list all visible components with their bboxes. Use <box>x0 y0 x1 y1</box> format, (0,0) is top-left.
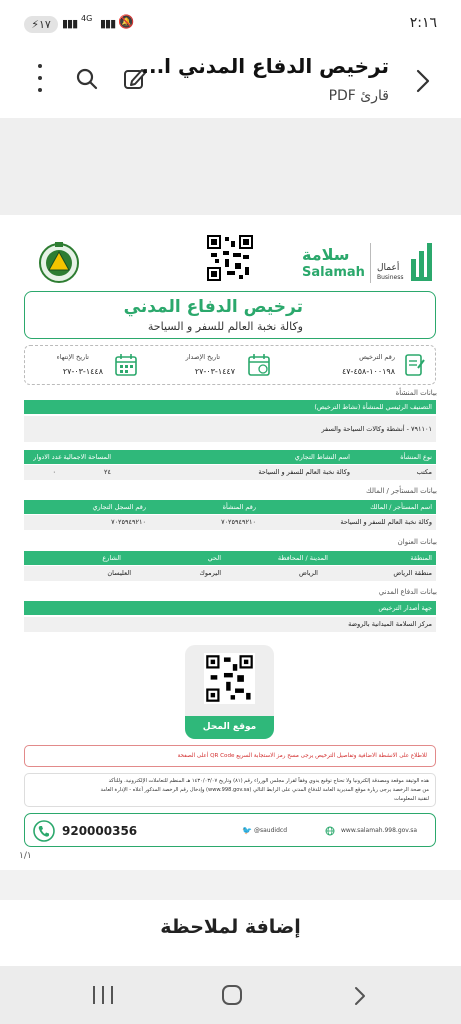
website-link[interactable]: www.salamah.998.gov.sa <box>341 827 418 834</box>
signal-icon-2: ▮▮▮ <box>100 17 116 30</box>
mute-icon: 🔕 <box>118 15 135 30</box>
facility-section-title: بيانات المنشأة <box>395 389 437 397</box>
investor-header-name: اسم المستأجر / المالك <box>370 503 432 511</box>
legal-note-line-3: لتقنية المعلومات <box>394 796 429 802</box>
facility-header-floors: عدد الادوار <box>33 453 62 461</box>
phone-icon <box>33 820 55 842</box>
more-options-icon[interactable] <box>33 64 47 92</box>
salamah-logo-en: Salamah <box>302 265 365 280</box>
business-logo-ar: أعمال <box>377 263 400 273</box>
facility-value-row <box>24 465 436 480</box>
address-header-row <box>24 551 436 565</box>
document-title: ترخيص الدفاع المدني ا... <box>141 54 389 78</box>
expiry-calendar-icon <box>114 352 138 378</box>
investor-header-row <box>24 500 436 514</box>
license-title-box <box>24 291 436 339</box>
facility-type: مكتب <box>416 468 432 476</box>
civil-value: مركز السلامة الميدانية بالروضة <box>24 617 436 632</box>
address-header-street: الشارع <box>102 554 121 562</box>
twitter-icon: 🐦 <box>242 826 252 835</box>
pdf-page[interactable] <box>0 215 461 870</box>
twitter-handle[interactable]: @saudidcd <box>254 827 287 834</box>
qr-code-top <box>207 235 253 281</box>
main-class-value: ٧٩١١٠١ - أنشطة وكالات السياحة والسفر <box>24 416 436 442</box>
facility-header-area: المساحة الاجمالية <box>63 453 111 461</box>
battery-icon: ⚡ <box>31 18 39 31</box>
battery-level: ١٧ <box>38 18 51 31</box>
license-number-label: رقم الترخيص <box>359 353 395 361</box>
add-note-button[interactable]: إضافة لملاحظة <box>160 916 301 938</box>
issue-date: ١٤٤٧-٠٣-٢٧ <box>194 367 235 376</box>
recent-apps-icon[interactable] <box>93 986 113 1004</box>
add-note-bar[interactable] <box>0 900 461 966</box>
address-header-city: المدينة / المحافظة <box>277 554 328 562</box>
facility-header-type: نوع المنشأة <box>400 453 432 461</box>
contact-footer <box>24 813 436 847</box>
investor-section-title: بيانات المستأجر / المالك <box>366 487 437 495</box>
battery-indicator <box>24 16 58 33</box>
facility-area: ٢٤ <box>104 468 111 476</box>
clock: ٢:١٦ <box>409 15 437 31</box>
investor-name: وكالة نخبة العالم للسفر و السياحة <box>340 518 432 526</box>
facility-activity: وكالة نخبة العالم للسفر و السياحة <box>258 468 350 476</box>
app-subtitle: قارئ PDF <box>328 88 389 104</box>
status-bar <box>0 0 461 48</box>
address-city: الرياض <box>298 569 318 577</box>
address-header-district: الحي <box>207 554 221 562</box>
location-card[interactable] <box>185 645 274 739</box>
license-document-icon <box>403 352 427 378</box>
address-region: منطقة الرياض <box>393 569 432 577</box>
home-icon[interactable] <box>222 985 242 1005</box>
legal-note-line-2: من صحة الرخصة يرجى زيارة موقع المديرية العامة للدفاع المدني على الرابط التالي (www.998.gov.sa) وإدخال رقم الرخصة المذكور أعلاه - الإدارة العامة <box>100 787 429 793</box>
qr-scan-note: للاطلاع على الانشطة الاضافية وتفاصيل الترخيص يرجى مسح رمز الاستجابة السريع QR Code أعلى الصفحة <box>24 745 436 767</box>
viewer-background <box>0 118 461 215</box>
investor-header-facility-no: رقم المنشأة <box>222 503 256 511</box>
license-info-row <box>24 345 436 385</box>
business-logo-icon <box>409 239 435 283</box>
address-section-title: بيانات العنوان <box>397 538 437 546</box>
system-navigation-bar <box>0 966 461 1024</box>
investor-header-cr: رقم السجل التجاري <box>92 503 146 511</box>
globe-icon <box>325 826 335 836</box>
expiry-date: ١٤٤٨-٠٣-٢٧ <box>62 367 103 376</box>
viewer-background-bottom <box>0 870 461 900</box>
address-district: اليرموك <box>199 569 221 577</box>
entity-name: وكالة نخبة العالم للسفر و السياحة <box>147 320 303 333</box>
address-street: العليسان <box>107 569 131 577</box>
license-title: ترخيص الدفاع المدني <box>123 297 303 317</box>
salamah-logo-ar: سلامة <box>302 245 350 264</box>
address-header-region: المنطقة <box>410 554 432 562</box>
page-number: ١/١ <box>19 851 32 861</box>
back-icon[interactable] <box>415 68 431 94</box>
issue-calendar-icon <box>247 352 271 378</box>
civil-header: جهة أصدار الترخيص <box>24 601 436 615</box>
investor-value-row <box>24 515 436 530</box>
location-label: موقع المحل <box>185 716 274 739</box>
legal-note-line-1: هذه الوثيقة موقعة ومصدقة إلكترونيا ولا تحتاج توقيع يدوي وفقاً لقرار مجلس الوزراء رقم (٨١) وتاريخ ١٤٣٠/٠٣/٠٧ هـ المنظم للتعاملات الإلكترونية. وللتأكد <box>108 778 429 784</box>
facility-header-row <box>24 450 436 464</box>
nav-back-icon[interactable] <box>353 985 367 1007</box>
civil-defense-emblem-icon <box>36 239 82 285</box>
logo-divider <box>370 243 371 283</box>
app-toolbar <box>0 48 461 118</box>
signal-icon: ▮▮▮ <box>62 17 78 30</box>
phone-number[interactable]: 920000356 <box>62 824 138 838</box>
investor-facility-no: ٧٠٢٥٩٤٩٢١٠ <box>221 518 256 526</box>
facility-header-activity: اسم النشاط التجاري <box>294 453 350 461</box>
legal-note-box <box>24 773 436 807</box>
civil-section-title: بيانات الدفاع المدني <box>378 588 437 596</box>
address-value-row <box>24 566 436 581</box>
issue-date-label: تاريخ الإصدار <box>185 353 220 361</box>
network-type: 4G <box>81 14 93 23</box>
search-icon[interactable] <box>74 66 100 92</box>
business-logo-en: Business <box>377 274 404 281</box>
expiry-date-label: تاريخ الإنتهاء <box>56 353 89 361</box>
main-class-header: التصنيف الرئيسي للمنشأة (نشاط الترخيص) <box>24 400 436 414</box>
license-number: ١٠٠١٩٨-٤٥٨-٤٧ <box>341 367 395 376</box>
facility-floors: ٠ <box>52 468 56 476</box>
location-qr-code[interactable] <box>204 653 255 704</box>
investor-cr: ٧٠٢٥٩٤٩٢١٠ <box>111 518 146 526</box>
